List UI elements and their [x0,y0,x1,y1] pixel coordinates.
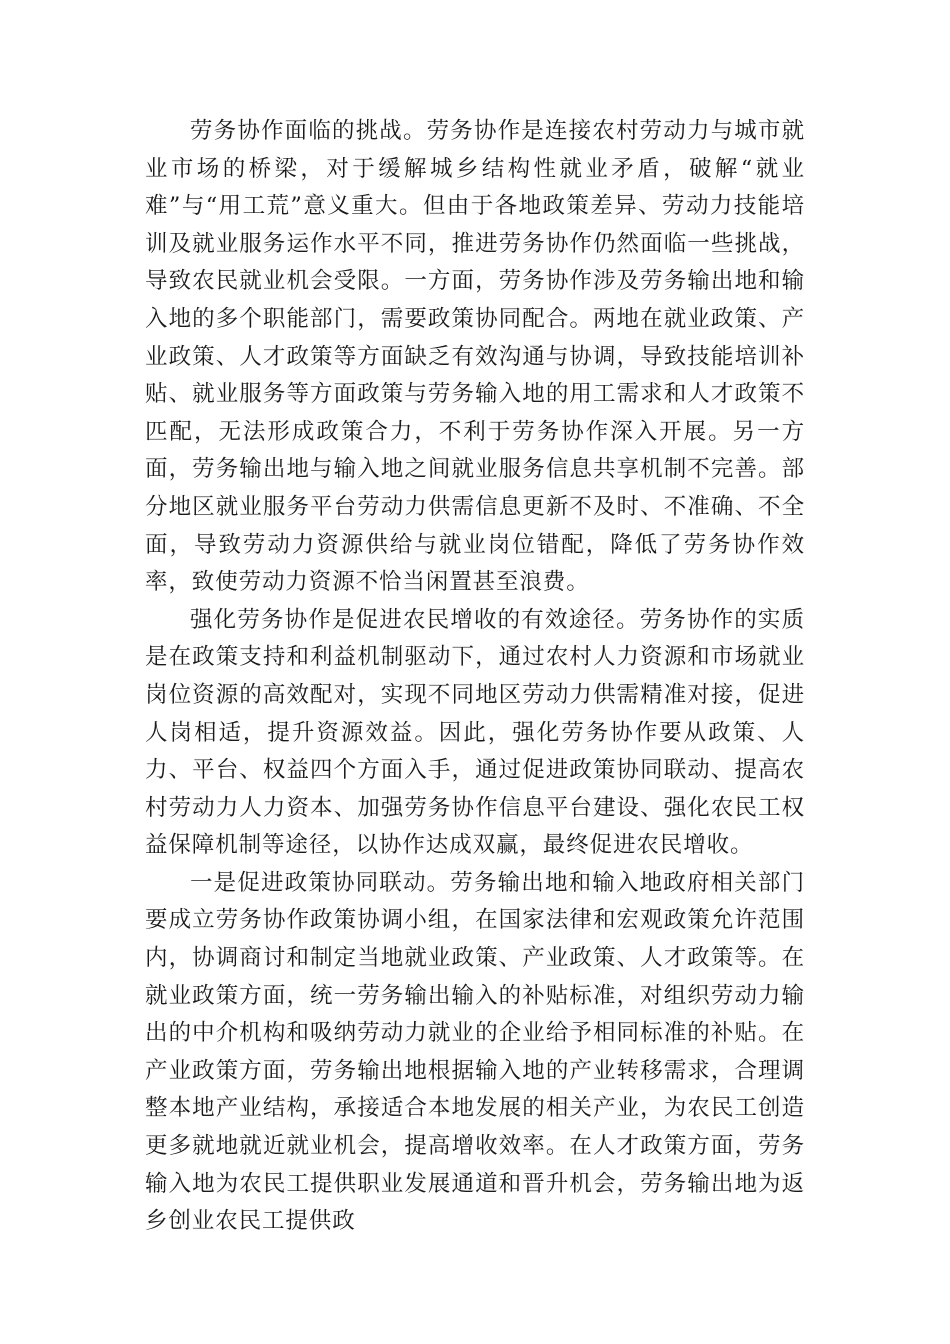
document-page [145,113,805,1241]
paragraph-strengthen-labor-cooperation: 强化劳务协作是促进农民增收的有效途径。劳务协作的实质是在政策支持和利益机制驱动下，通过农村人力资源和市场就业岗位资源的高效配对，实现不同地区劳动力供需精准对接，促进人岗相适，提升资源效益。因此，强化劳务协作要从政策、人力、平台、权益四个方面入手，通过促进政策协同联动、提高农村劳动力人力资本、加强劳务协作信息平台建设、强化农民工权益保障机制等途径，以协作达成双赢，最终促进农民增收。 [145,606,805,859]
paragraph-labor-cooperation-challenges: 劳务协作面临的挑战。劳务协作是连接农村劳动力与城市就业市场的桥梁，对于缓解城乡结构性就业矛盾，破解“就业难”与“用工荒”意义重大。但由于各地政策差异、劳动力技能培训及就业服务运作水平不同，推进劳务协作仍然面临一些挑战，导致农民就业机会受限。一方面，劳务协作涉及劳务输出地和输入地的多个职能部门，需要政策协同配合。两地在就业政策、产业政策、人才政策等方面缺乏有效沟通与协调，导致技能培训补贴、就业服务等方面政策与劳务输入地的用工需求和人才政策不匹配，无法形成政策合力，不利于劳务协作深入开展。另一方面，劳务输出地与输入地之间就业服务信息共享机制不完善。部分地区就业服务平台劳动力供需信息更新不及时、不准确、不全面，导致劳动力资源供给与就业岗位错配，降低了劳务协作效率，致使劳动力资源不恰当闲置甚至浪费。 [145,118,805,596]
paragraph-policy-coordination: 一是促进政策协同联动。劳务输出地和输入地政府相关部门要成立劳务协作政策协调小组，在国家法律和宏观政策允许范围内，协调商讨和制定当地就业政策、产业政策、人才政策等。在就业政策方面，统一劳务输出输入的补贴标准，对组织劳动力输出的中介机构和吸纳劳动力就业的企业给予相同标准的补贴。在产业政策方面，劳务输出地根据输入地的产业转移需求，合理调整本地产业结构，承接适合本地发展的相关产业，为农民工创造更多就地就近就业机会，提高增收效率。在人才政策方面，劳务输入地为农民工提供职业发展通道和晋升机会，劳务输出地为返乡创业农民工提供政 [145,869,805,1235]
